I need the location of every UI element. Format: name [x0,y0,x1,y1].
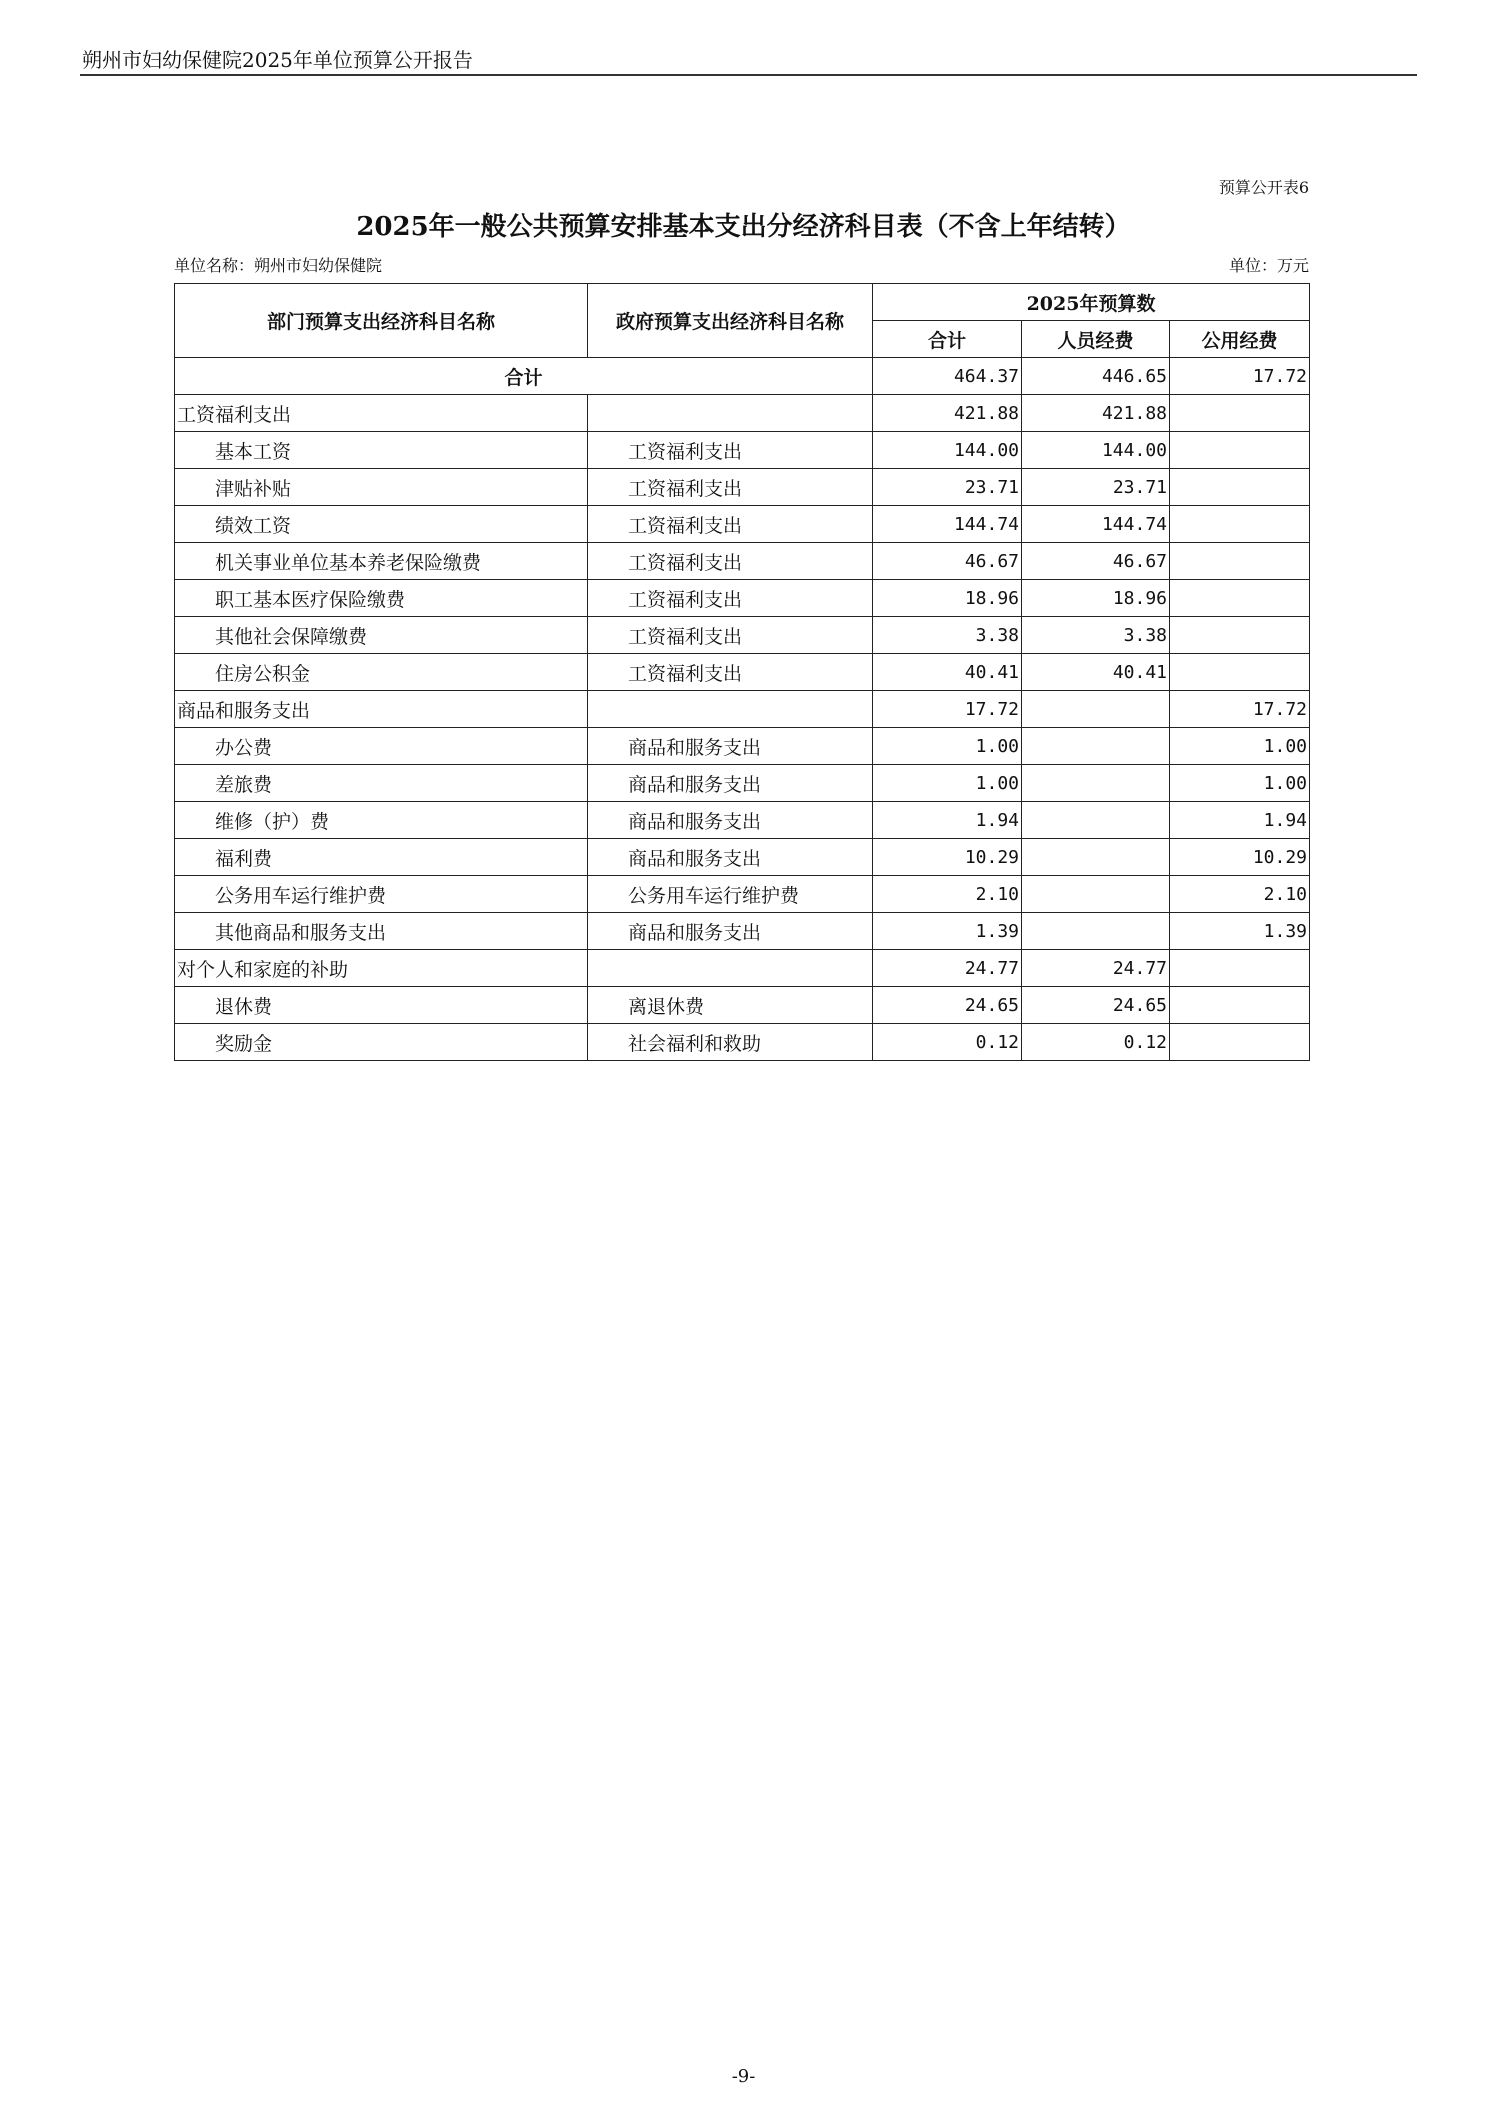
cell-personnel [1022,913,1170,950]
unit-measure: 单位：万元 [1228,256,1309,275]
cell-total: 10.29 [873,839,1022,876]
cell-dept-subject: 退休费 [175,987,588,1024]
cell-public [1170,469,1310,506]
cell-personnel [1022,691,1170,728]
table-row [175,987,1310,1024]
table-row [175,1024,1310,1061]
cell-dept-subject: 商品和服务支出 [175,691,588,728]
cell-total: 18.96 [873,580,1022,617]
cell-dept-subject: 职工基本医疗保险缴费 [175,580,588,617]
cell-dept-subject: 差旅费 [175,765,588,802]
cell-dept-subject: 工资福利支出 [175,395,588,432]
cell-gov-subject: 商品和服务支出 [588,765,873,802]
table-body [175,358,1310,1061]
total-public: 17.72 [1170,358,1310,395]
cell-gov-subject: 工资福利支出 [588,506,873,543]
cell-public: 1.39 [1170,913,1310,950]
cell-dept-subject: 维修（护）费 [175,802,588,839]
cell-dept-subject: 办公费 [175,728,588,765]
cell-total: 421.88 [873,395,1022,432]
cell-public [1170,950,1310,987]
cell-gov-subject [588,950,873,987]
table-row [175,395,1310,432]
cell-gov-subject: 工资福利支出 [588,617,873,654]
cell-public [1170,580,1310,617]
cell-personnel: 144.00 [1022,432,1170,469]
cell-total: 144.00 [873,432,1022,469]
cell-personnel: 18.96 [1022,580,1170,617]
cell-gov-subject: 商品和服务支出 [588,728,873,765]
cell-dept-subject: 津贴补贴 [175,469,588,506]
cell-gov-subject: 社会福利和救助 [588,1024,873,1061]
cell-total: 0.12 [873,1024,1022,1061]
cell-total: 144.74 [873,506,1022,543]
table-row [175,728,1310,765]
cell-personnel [1022,876,1170,913]
cell-personnel [1022,765,1170,802]
total-label: 合计 [175,358,873,395]
cell-total: 17.72 [873,691,1022,728]
cell-total: 46.67 [873,543,1022,580]
cell-public [1170,1024,1310,1061]
header-row [175,284,1310,321]
header-total: 合计 [873,321,1022,358]
cell-personnel: 144.74 [1022,506,1170,543]
cell-personnel: 46.67 [1022,543,1170,580]
table-row [175,432,1310,469]
cell-public: 10.29 [1170,839,1310,876]
cell-dept-subject: 其他商品和服务支出 [175,913,588,950]
table-row [175,654,1310,691]
table-row [175,580,1310,617]
header-public: 公用经费 [1170,321,1310,358]
total-total: 464.37 [873,358,1022,395]
cell-total: 3.38 [873,617,1022,654]
cell-total: 40.41 [873,654,1022,691]
header-personnel: 人员经费 [1022,321,1170,358]
cell-personnel: 0.12 [1022,1024,1170,1061]
unit-name: 单位名称：朔州市妇幼保健院 [174,256,383,275]
table-id: 预算公开表6 [1218,178,1309,197]
cell-dept-subject: 福利费 [175,839,588,876]
cell-public [1170,617,1310,654]
cell-gov-subject: 工资福利支出 [588,543,873,580]
cell-gov-subject: 离退休费 [588,987,873,1024]
cell-gov-subject: 商品和服务支出 [588,802,873,839]
cell-total: 1.39 [873,913,1022,950]
cell-gov-subject: 公务用车运行维护费 [588,876,873,913]
cell-personnel: 40.41 [1022,654,1170,691]
table-row [175,950,1310,987]
cell-gov-subject: 工资福利支出 [588,580,873,617]
cell-public [1170,432,1310,469]
cell-public [1170,395,1310,432]
cell-personnel: 3.38 [1022,617,1170,654]
cell-personnel: 23.71 [1022,469,1170,506]
cell-dept-subject: 其他社会保障缴费 [175,617,588,654]
cell-dept-subject: 住房公积金 [175,654,588,691]
cell-personnel [1022,802,1170,839]
budget-table [174,283,1310,1061]
cell-dept-subject: 绩效工资 [175,506,588,543]
cell-dept-subject: 公务用车运行维护费 [175,876,588,913]
cell-total: 1.00 [873,728,1022,765]
cell-public: 17.72 [1170,691,1310,728]
page-number: -9- [731,2066,756,2087]
table-row [175,543,1310,580]
table-row [175,802,1310,839]
table-row [175,506,1310,543]
cell-dept-subject: 机关事业单位基本养老保险缴费 [175,543,588,580]
header-divider [80,74,1417,76]
cell-dept-subject: 奖励金 [175,1024,588,1061]
cell-personnel: 24.65 [1022,987,1170,1024]
header-dept-subject: 部门预算支出经济科目名称 [175,284,588,358]
cell-total: 23.71 [873,469,1022,506]
cell-personnel [1022,839,1170,876]
cell-gov-subject [588,395,873,432]
cell-total: 1.00 [873,765,1022,802]
cell-total: 2.10 [873,876,1022,913]
table-row [175,913,1310,950]
cell-public [1170,987,1310,1024]
header-budget-group: 2025年预算数 [873,284,1310,321]
cell-personnel: 421.88 [1022,395,1170,432]
header-gov-subject: 政府预算支出经济科目名称 [588,284,873,358]
table-row [175,469,1310,506]
document-title: 2025年一般公共预算安排基本支出分经济科目表（不含上年结转） [356,212,1131,242]
cell-public [1170,654,1310,691]
cell-public: 1.00 [1170,765,1310,802]
table-row [175,691,1310,728]
cell-gov-subject: 工资福利支出 [588,654,873,691]
table-row [175,876,1310,913]
cell-personnel [1022,728,1170,765]
cell-public: 1.00 [1170,728,1310,765]
table-row [175,839,1310,876]
table-row [175,617,1310,654]
table-row [175,765,1310,802]
cell-public [1170,543,1310,580]
cell-gov-subject: 工资福利支出 [588,432,873,469]
cell-total: 1.94 [873,802,1022,839]
cell-public: 1.94 [1170,802,1310,839]
total-personnel: 446.65 [1022,358,1170,395]
cell-gov-subject: 商品和服务支出 [588,839,873,876]
cell-dept-subject: 对个人和家庭的补助 [175,950,588,987]
cell-gov-subject [588,691,873,728]
running-header: 朔州市妇幼保健院2025年单位预算公开报告 [82,48,473,72]
cell-total: 24.77 [873,950,1022,987]
cell-personnel: 24.77 [1022,950,1170,987]
cell-total: 24.65 [873,987,1022,1024]
cell-public: 2.10 [1170,876,1310,913]
cell-gov-subject: 商品和服务支出 [588,913,873,950]
cell-gov-subject: 工资福利支出 [588,469,873,506]
cell-dept-subject: 基本工资 [175,432,588,469]
cell-public [1170,506,1310,543]
total-row [175,358,1310,395]
